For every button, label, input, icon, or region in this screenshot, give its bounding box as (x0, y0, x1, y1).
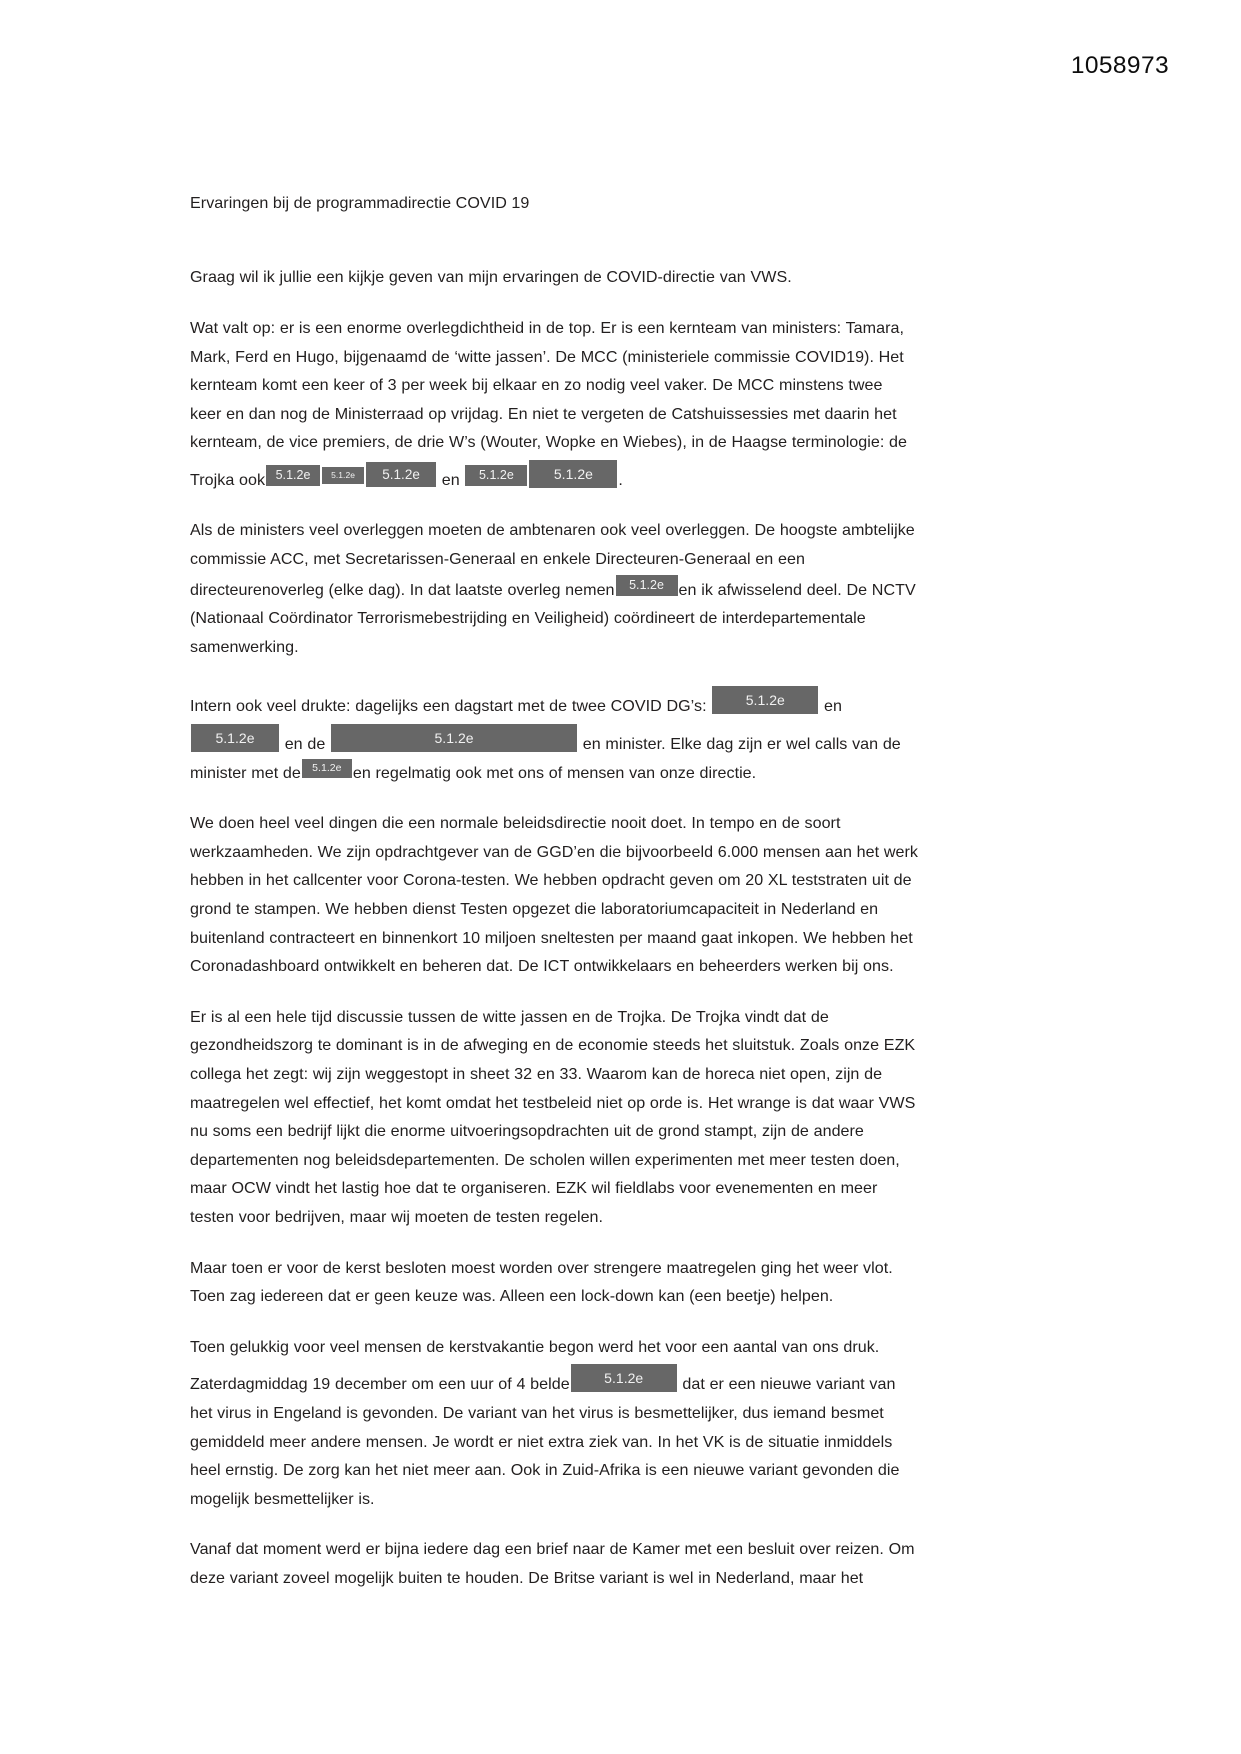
document-title: Ervaringen bij de programmadirectie COVID 19 (190, 194, 530, 212)
paragraph-text: Toen gelukkig voor veel mensen de kerstvakantie begon werd het voor een aantal van ons druk. Zaterdagmiddag 19 december om een uur of 4 belde (190, 1337, 880, 1394)
document-body (190, 192, 918, 1592)
paragraph-text: Maar toen er voor de kerst besloten moest worden over strengere maatregelen ging het weer vlot. Toen zag iedereen dat er geen keuze was. Alleen een lock-down kan (een beetje) helpen. (190, 1258, 893, 1306)
redaction-box: 5.1.2e (366, 462, 436, 487)
paragraph-text: en (823, 697, 842, 716)
paragraph-text: . (618, 470, 623, 489)
redaction-box: 5.1.2e (616, 575, 678, 596)
paragraph-intro (190, 263, 918, 292)
paragraph-discussie-trojka (190, 1003, 918, 1232)
paragraph-reizen (190, 1535, 918, 1592)
redaction-box: 5.1.2e (529, 460, 617, 488)
redaction-box: 5.1.2e (712, 686, 818, 714)
redaction-box: 5.1.2e (465, 465, 527, 486)
redaction-box: 5.1.2e (322, 467, 364, 484)
paragraph-text: Vanaf dat moment werd er bijna iedere dag een brief naar de Kamer met een besluit over reizen. Om deze variant zoveel mogelijk buiten te houden. De Britse variant is wel in Nederland, maar het (190, 1540, 915, 1587)
redaction-box: 5.1.2e (571, 1364, 677, 1392)
paragraph-text: en de (284, 735, 326, 754)
paragraph-text: en ik afwisselend deel. De NCTV (Nationaal Coördinator Terrorismebestrijding en Veiligheid) coördineert de interdepartementale samenwerking. (190, 580, 916, 656)
paragraph-ambtenaren (190, 516, 918, 661)
paragraph-kerstvakantie (190, 1333, 918, 1514)
redaction-box: 5.1.2e (302, 759, 352, 778)
paragraph-text: en (441, 470, 460, 489)
document-number: 1058973 (1070, 52, 1169, 79)
paragraph-text: en regelmatig ook met ons of mensen van onze directie. (352, 763, 757, 782)
paragraph-text: Als de ministers veel overleggen moeten de ambtenaren ook veel overleggen. De hoogste ambtelijke commissie ACC, met Secretarissen-Generaal en enkele Directeuren-Generaal en een directeurenoverleg (elke dag). In dat laatste overleg nemen (190, 521, 915, 599)
paragraph-werkzaamheden (190, 809, 918, 981)
paragraph-text: Er is al een hele tijd discussie tussen de witte jassen en de Trojka. De Trojka vindt dat de gezondheidszorg te dominant is in de afweging en de economie steeds het sluitstuk. Zoals onze EZK collega het zegt: wij zijn weggestopt in sheet 32 en 33. Waarom kan de horeca niet open, zijn de maatregelen wel effectief, het komt omdat het testbeleid niet op orde is. Het wrange is dat waar VWS nu soms een bedrijf lijkt die enorme uitvoeringsopdrachten uit de grond stampt, zijn de andere departementen nog beleidsdepartementen. De scholen willen experimenten met meer testen doen, maar OCW vindt het lastig hoe dat te organiseren. EZK wil fieldlabs voor evenementen en meer testen voor bedrijven, maar wij moeten de testen regelen. (190, 1007, 916, 1226)
redaction-box: 5.1.2e (191, 724, 279, 752)
paragraph-intern-drukte (190, 683, 918, 787)
redaction-box: 5.1.2e (331, 724, 577, 752)
paragraph-text: Intern ook veel drukte: dagelijks een dagstart met de twee COVID DG’s: (190, 697, 707, 716)
paragraph-text: dat er een nieuwe variant van het virus in Engeland is gevonden. De variant van het virus is besmettelijker, dus iemand besmet gemiddeld meer andere mensen. Je wordt er niet extra ziek van. In het VK is de situatie inmiddels heel ernstig. De zorg kan het niet meer aan. Ook in Zuid-Afrika is een nieuwe variant gevonden die mogelijk besmettelijker is. (190, 1375, 900, 1508)
paragraph-maatregelen (190, 1254, 918, 1311)
paragraph-text: We doen heel veel dingen die een normale beleidsdirectie nooit doet. In tempo en de soort werkzaamheden. We zijn opdrachtgever van de GGD’en die bijvoorbeeld 6.000 mensen aan het werk hebben in het callcenter voor Corona-testen. We hebben opdracht geven om 20 XL teststraten uit de grond te stampen. We hebben dienst Testen opgezet die laboratoriumcapaciteit in Nederland en buitenland contracteert en binnenkort 10 miljoen sneltesten per maand gaat inkopen. We hebben het Coronadashboard ontwikkelt en beheren dat. De ICT ontwikkelaars en beheerders werken bij ons. (190, 814, 918, 976)
paragraph-text: Wat valt op: er is een enorme overlegdichtheid in de top. Er is een kernteam van ministers: Tamara, Mark, Ferd en Hugo, bijgenaamd de ‘witte jassen’. De MCC (ministeriele commissie COVID19). Het kernteam komt een keer of 3 per week bij elkaar en zo nodig veel vaker. De MCC minstens twee keer en dan nog de Ministerraad op vrijdag. En niet te vergeten de Catshuissessies met daarin het kernteam, de vice premiers, de drie W’s (Wouter, Wopke en Wiebes), in de Haagse terminologie: de Trojka ook (190, 318, 908, 489)
redaction-box: 5.1.2e (266, 465, 320, 486)
paragraph-overlegdichtheid (190, 314, 918, 495)
paragraph-text: en minister. Elke dag zijn er wel calls van de minister met de (190, 735, 901, 782)
paragraph-text: Graag wil ik jullie een kijkje geven van mijn ervaringen de COVID-directie van VWS. (190, 268, 792, 287)
